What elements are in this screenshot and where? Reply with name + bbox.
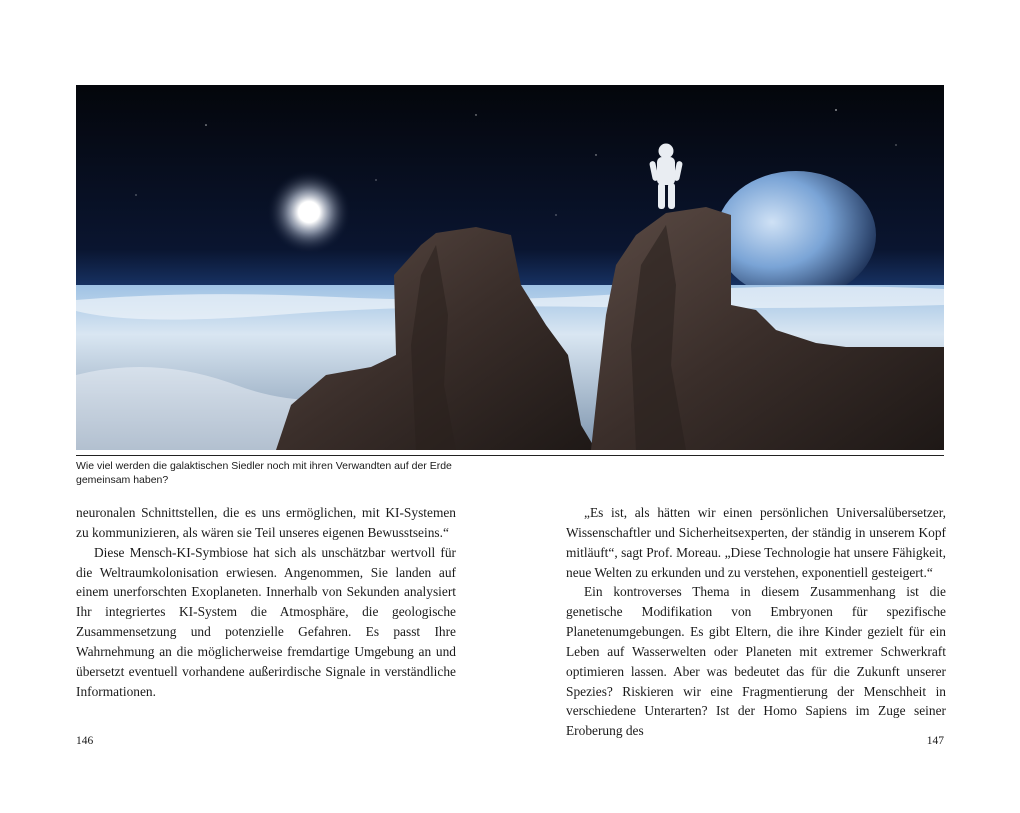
right-page-text	[566, 503, 946, 741]
figure-caption: Wie viel werden die galaktischen Siedler noch mit ihren Verwandten auf der Erde gemeinsam haben?	[76, 460, 452, 486]
left-page-text	[76, 503, 456, 701]
astronaut-on-rock-photo	[76, 85, 944, 450]
left-paragraph-2: Diese Mensch-KI-Symbiose hat sich als unschätzbar wertvoll für die Weltraumkolonisation erwiesen. Angenommen, Sie landen auf einem unerforschten Exoplaneten. Innerhalb von Sekunden analysiert Ihr integriertes KI-System die Atmosphäre, die geologische Zusammensetzung und potenzielle Gefahren. Es passt Ihre Wahrnehmung an die möglicherweise fremdartige Umgebung an und übersetzt eventuell vorhandene außerirdische Signale in verständliche Informationen.	[76, 544, 456, 699]
page-number-right: 147	[926, 735, 944, 747]
right-paragraph-1: „Es ist, als hätten wir einen persönlichen Universalübersetzer, Wissenschaftler und Sicherheitsexperten, der ständig in unserem Kopf mitläuft“, sagt Prof. Moreau. „Diese Technologie hat unsere Fähigkeit, neue Welten zu erkunden und zu verstehen, exponentiell gesteigert.“	[566, 505, 946, 580]
right-paragraph-2: Ein kontroverses Thema in diesem Zusammenhang ist die genetische Modifikation von Embryonen für spezifische Planetenumgebungen. Es gibt Eltern, die ihre Kinder gezielt für ein Leben auf Wasserwelten oder Planeten mit extremer Schwerkraft optimieren lassen. Aber was bedeutet das für die Zukunft unserer Spezies? Riskieren wir eine Fragmentierung der Menschheit in verschiedene Unterarten? Ist der Homo Sapiens im Zuge seiner Eroberung des	[566, 584, 946, 739]
caption-rule	[76, 455, 944, 456]
page-number-left: 146	[76, 735, 94, 747]
left-paragraph-1: neuronalen Schnittstellen, die es uns ermöglichen, mit KI-Systemen zu kommunizieren, als wären sie Teil unseres eigenen Bewusstseins.“	[76, 505, 456, 540]
